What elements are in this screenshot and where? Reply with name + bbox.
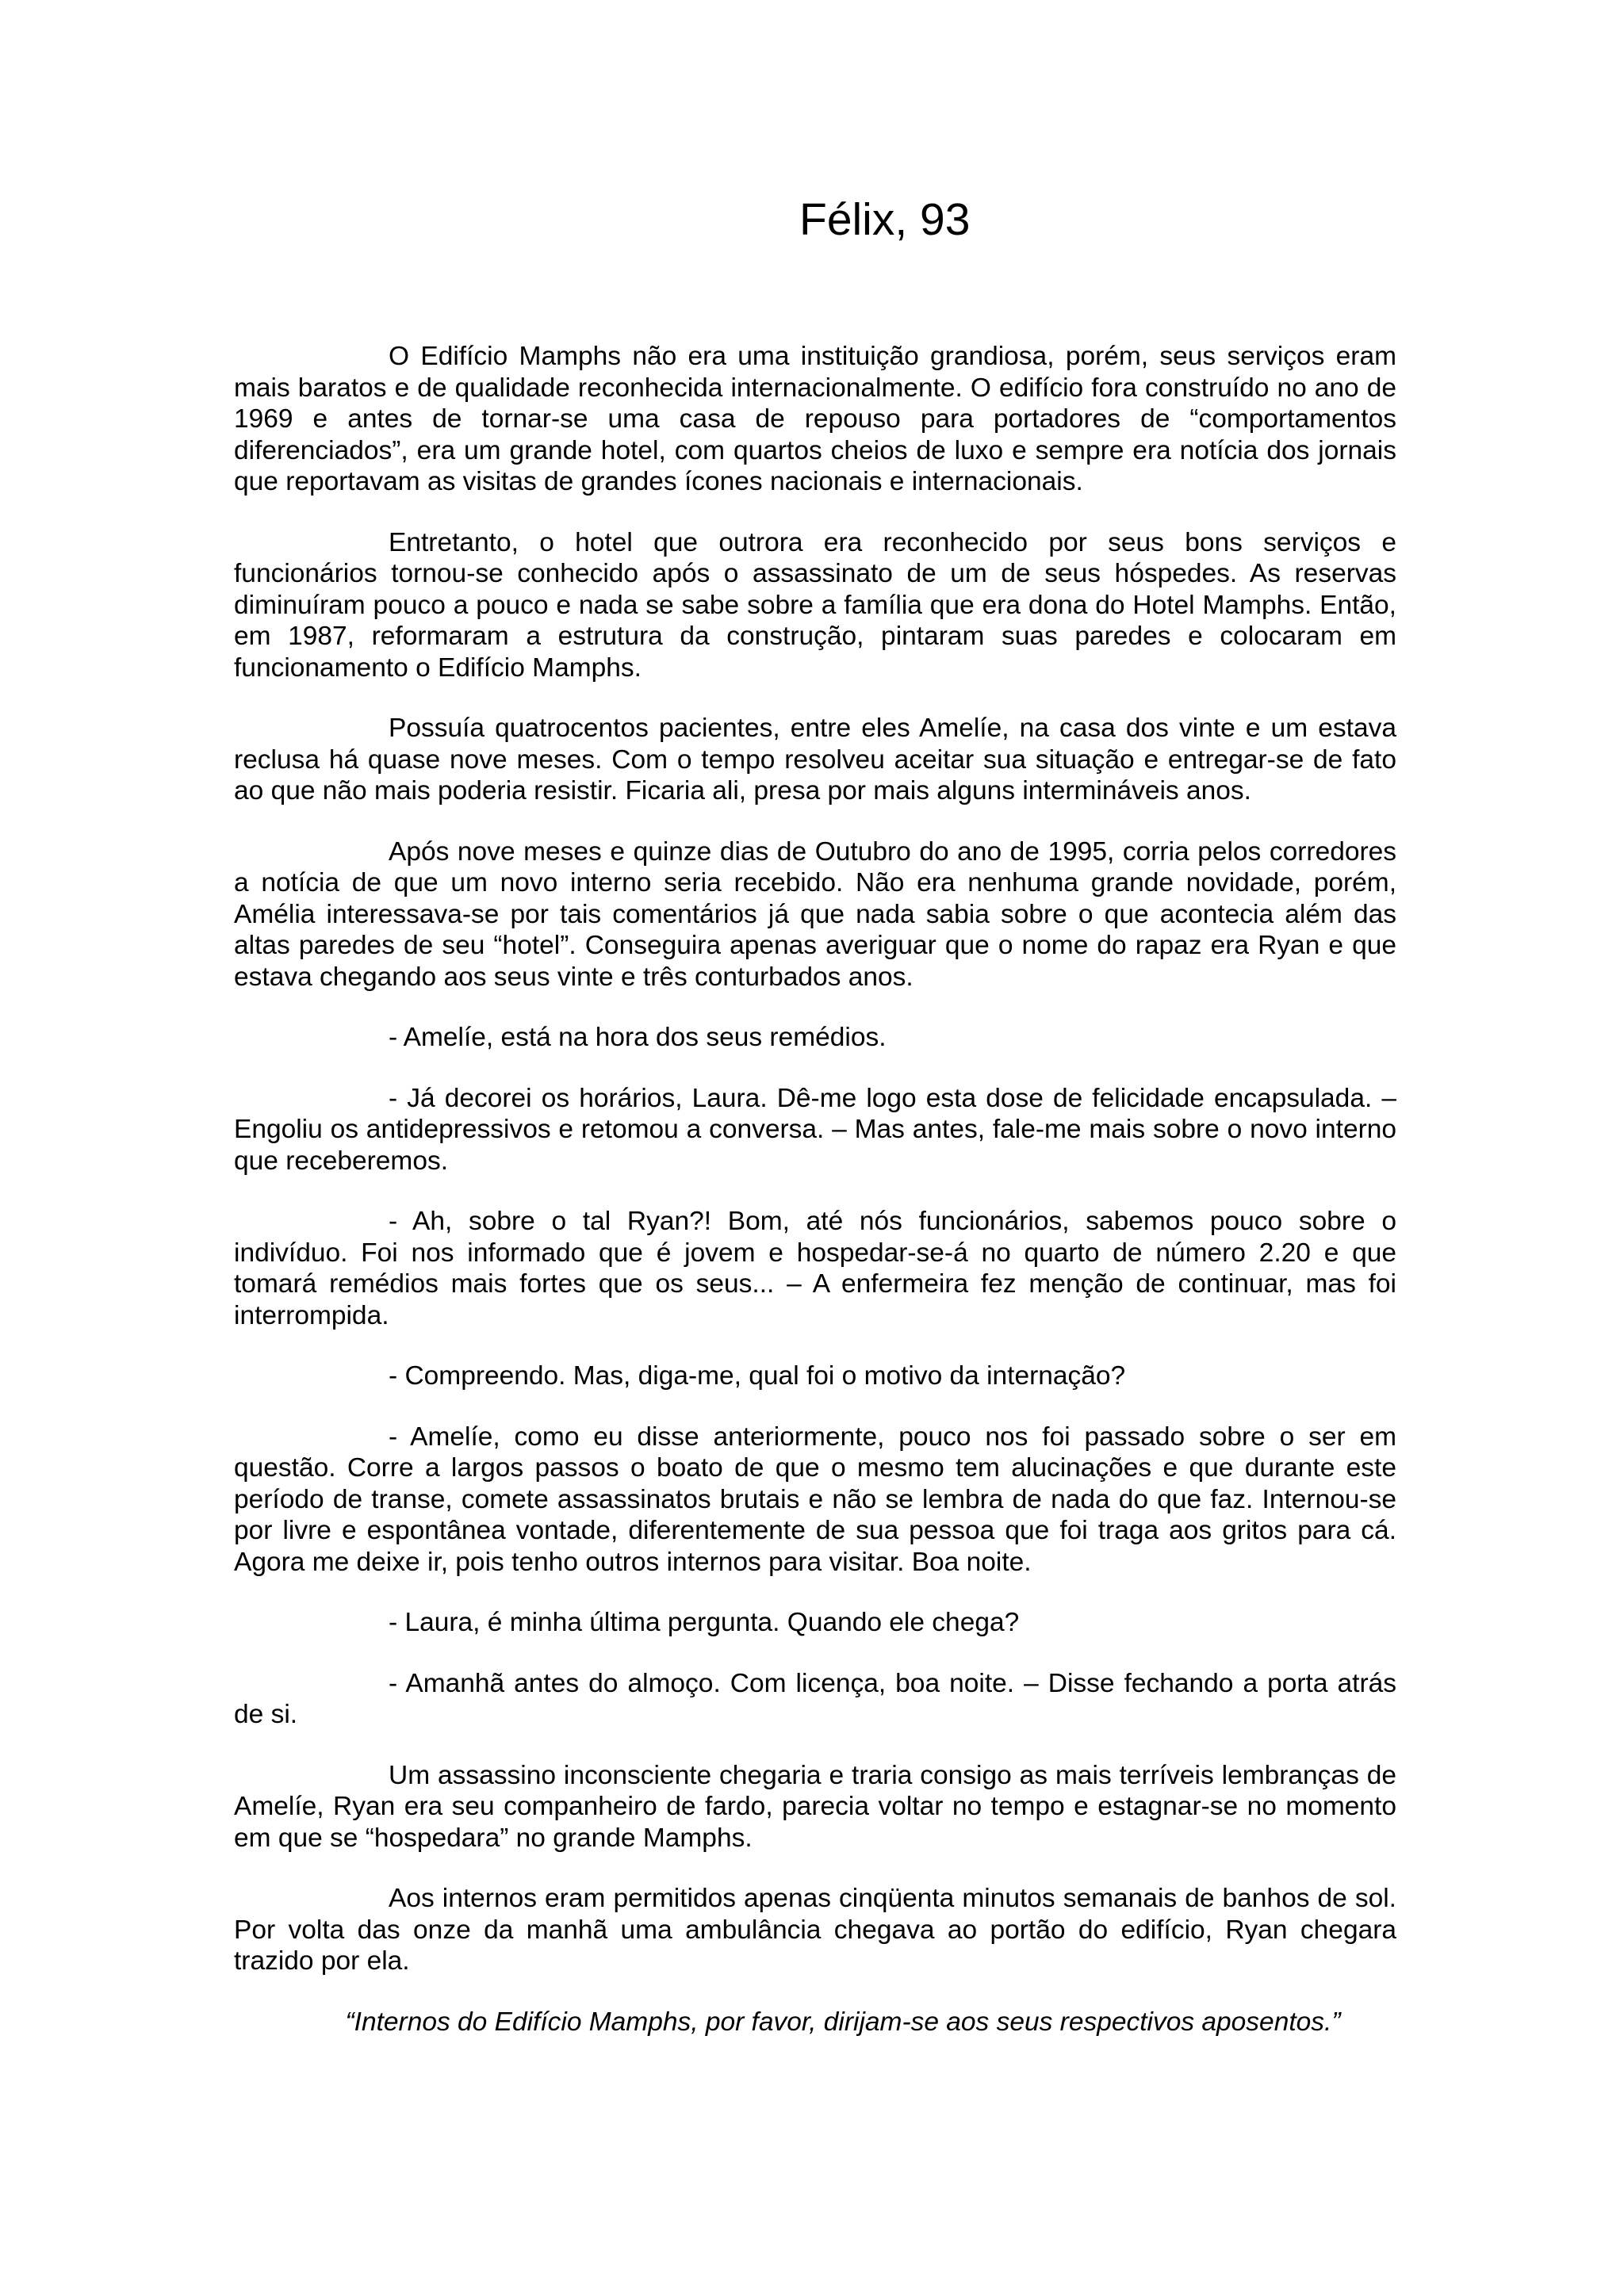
document-body [234, 341, 1396, 2067]
dialogue-line: - Laura, é minha última pergunta. Quando ele chega? [389, 1608, 1020, 1637]
paragraph: Um assassino inconsciente chegaria e traria consigo as mais terríveis lembranças de Amelíe, Ryan era seu companheiro de fardo, parecia voltar no tempo e estagnar-se no momento em que se “hospedara” no grande Mamphs. [234, 1760, 1396, 1853]
document-title: Félix, 93 [799, 194, 971, 245]
dialogue-line: - Amelíe, está na hora dos seus remédios. [389, 1023, 887, 1052]
paragraph: O Edifício Mamphs não era uma instituição grandiosa, porém, seus serviços eram mais baratos e de qualidade reconhecida internacionalmente. O edifício fora construído no ano de 1969 e antes de tornar-se uma casa de repouso para portadores de “comportamentos diferenciados”, era um grande hotel, com quartos cheios de luxo e sempre era notícia dos jornais que reportavam as visitas de grandes ícones nacionais e internacionais. [234, 342, 1396, 496]
paragraph: Possuía quatrocentos pacientes, entre eles Amelíe, na casa dos vinte e um estava reclusa há quase nove meses. Com o tempo resolveu aceitar sua situação e entregar-se de fato ao que não mais poderia resistir. Ficaria ali, presa por mais alguns intermináveis anos. [234, 714, 1396, 806]
paragraph: Entretanto, o hotel que outrora era reconhecido por seus bons serviços e funcionários tornou-se conhecido após o assassinato de um de seus hóspedes. As reservas diminuíram pouco a pouco e nada se sabe sobre a família que era dona do Hotel Mamphs. Então, em 1987, reformaram a estrutura da construção, pintaram suas paredes e colocaram em funcionamento o Edifício Mamphs. [234, 527, 1396, 683]
paragraph: Após nove meses e quinze dias de Outubro do ano de 1995, corria pelos corredores a notícia de que um novo interno seria recebido. Não era nenhuma grande novidade, porém, Amélia interessava-se por tais comentários já que nada sabia sobre o que acontecia além das altas paredes de seu “hotel”. Conseguira apenas averiguar que o nome do rapaz era Ryan e que estava chegando aos seus vinte e três conturbados anos. [234, 836, 1396, 992]
dialogue-line: - Amelíe, como eu disse anteriormente, pouco nos foi passado sobre o ser em questão. Corre a largos passos o boato de que o mesmo tem alucinações e que durante este período de transe, comete assassinatos brutais e não se lembra de nada do que faz. Internou-se por livre e espontânea vontade, diferentemente de sua pessoa que foi traga aos gritos para cá. Agora me deixe ir, pois tenho outros internos para visitar. Boa noite. [234, 1422, 1396, 1577]
paragraph: Aos internos eram permitidos apenas cinqüenta minutos semanais de banhos de sol. Por volta das onze da manhã uma ambulância chegava ao portão do edifício, Ryan chegara trazido por ela. [234, 1884, 1396, 1976]
dialogue-line: - Ah, sobre o tal Ryan?! Bom, até nós funcionários, sabemos pouco sobre o indivíduo. Foi nos informado que é jovem e hospedar-se-á no quarto de número 2.20 e que tomará remédios mais fortes que os seus... – A enfermeira fez menção de continuar, mas foi interrompida. [234, 1207, 1396, 1330]
dialogue-line: - Já decorei os horários, Laura. Dê-me logo esta dose de felicidade encapsulada. – Engoliu os antidepressivos e retomou a conversa. – Mas antes, fale-me mais sobre o novo interno que receberemos. [234, 1083, 1396, 1176]
dialogue-line: - Amanhã antes do almoço. Com licença, boa noite. – Disse fechando a porta atrás de si. [234, 1668, 1396, 1729]
closing-quote: “Internos do Edifício Mamphs, por favor, dirijam-se aos seus respectivos aposentos.” [345, 2007, 1341, 2037]
dialogue-line: - Compreendo. Mas, diga-me, qual foi o motivo da internação? [389, 1361, 1126, 1391]
